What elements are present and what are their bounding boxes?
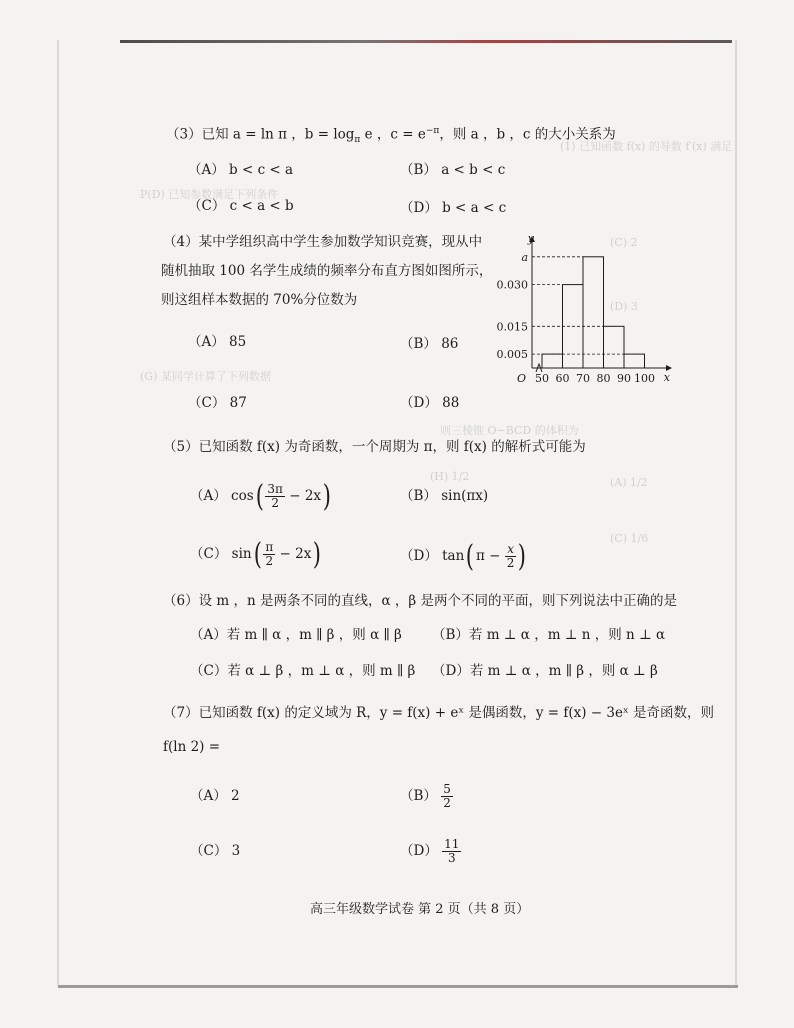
q5-option-a: （A） cos( $\frac{3\pi}{2}$ − 2x) bbox=[190, 478, 331, 514]
page-left-edge bbox=[57, 40, 59, 985]
histogram-bar bbox=[604, 326, 625, 368]
y-axis-label: y bbox=[527, 232, 534, 245]
bleed-through-text: 则三棱锥 O−BCD 的体积为 bbox=[440, 424, 579, 437]
q7-option-b: （B） $\frac{5}{2}$ bbox=[400, 782, 451, 810]
page-right-edge bbox=[735, 40, 737, 985]
q6-option-c: （C）若 α ⊥ β ，m ⊥ α ，则 m ∥ β bbox=[190, 663, 416, 679]
x-tick-label: 80 bbox=[596, 372, 611, 385]
histogram-bar bbox=[542, 354, 563, 368]
bleed-through-text: (H) 1/2 bbox=[430, 470, 470, 483]
x-tick-label: 50 bbox=[535, 372, 549, 385]
frequency-histogram bbox=[488, 228, 672, 388]
q4-option-a: （A） 85 bbox=[188, 334, 247, 350]
bleed-through-text: (G) 某同学计算了下列数据 bbox=[140, 370, 271, 383]
q3-stem: （3）已知 a = ln π ，$b = \log_\pi e$ ，$c = e^{-\pi}$，则 a ，b ，c 的大小关系为 bbox=[166, 126, 616, 146]
x-axis-label: x bbox=[663, 371, 670, 384]
q6-option-a: （A）若 m ∥ α ，m ∥ β ，则 α ∥ β bbox=[190, 627, 402, 643]
q7-option-d: （D） $\frac{11}{3}$ bbox=[400, 837, 460, 865]
q5-stem: （5）已知函数 f(x) 为奇函数，一个周期为 π，则 f(x) 的解析式可能为 bbox=[163, 439, 586, 455]
q3-option-d: （D） b < a < c bbox=[400, 200, 507, 216]
page-top-edge bbox=[120, 40, 732, 43]
q6-option-d: （D）若 m ⊥ α ，m ∥ β ，则 α ⊥ β bbox=[432, 663, 658, 679]
page-bottom-edge bbox=[58, 985, 738, 988]
q6-stem: （6）设 m ，n 是两条不同的直线，α ，β 是两个不同的平面，则下列说法中正确的是 bbox=[163, 593, 677, 609]
q4-stem-line1: （4）某中学组织高中学生参加数学知识竞赛，现从中 bbox=[163, 234, 483, 250]
origin-label: O bbox=[516, 372, 526, 385]
q4-stem-line2: 随机抽取 100 名学生成绩的频率分布直方图如图所示， bbox=[161, 263, 493, 279]
q5-option-c: （C） sin( $\frac{\pi}{2}$ − 2x) bbox=[190, 536, 322, 572]
bleed-through-text: (C) 2 bbox=[610, 236, 638, 249]
q3-option-c: （C） c < a < b bbox=[188, 198, 294, 214]
x-tick-label: 60 bbox=[555, 372, 570, 385]
histogram-bar bbox=[583, 257, 604, 368]
x-tick-label: 70 bbox=[576, 372, 590, 385]
q3-option-a: （A） b < c < a bbox=[188, 162, 294, 178]
q4-option-b: （B） 86 bbox=[400, 336, 459, 352]
q5-option-d: （D） tan( π − $\frac{x}{2}$ ) bbox=[400, 538, 527, 574]
q6-option-b: （B）若 m ⊥ α ，m ⊥ n ，则 n ⊥ α bbox=[432, 627, 666, 643]
q7-stem-line2: f(ln 2) = bbox=[163, 739, 221, 755]
y-tick-label: 0.015 bbox=[496, 320, 528, 334]
bleed-through-text: P(D) 已知参数满足下列条件 bbox=[140, 188, 279, 201]
page-footer: 高三年级数学试卷 第 2 页（共 8 页） bbox=[310, 902, 530, 917]
bleed-through-text: (1) 已知函数 f(x) 的导数 f′(x) 满足 bbox=[560, 140, 733, 153]
q7-option-c: （C） 3 bbox=[190, 843, 241, 859]
x-tick-label: 90 bbox=[617, 372, 631, 385]
q4-option-c: （C） 87 bbox=[188, 395, 247, 411]
bleed-through-text: (D) 3 bbox=[610, 300, 638, 313]
q4-option-d: （D） 88 bbox=[400, 395, 460, 411]
q3-option-b: （B） a < b < c bbox=[400, 162, 506, 178]
x-tick-label: 100 bbox=[634, 372, 655, 385]
bleed-through-text: (C) 1/6 bbox=[610, 532, 649, 545]
y-tick-label: a bbox=[521, 250, 528, 264]
q4-stem-line3: 则这组样本数据的 70%分位数为 bbox=[161, 292, 358, 308]
histogram-bar bbox=[624, 354, 645, 368]
q7-option-a: （A） 2 bbox=[190, 788, 240, 804]
bleed-through-text: (A) 1/2 bbox=[610, 476, 648, 489]
q5-option-b: （B） sin(πx) bbox=[400, 488, 489, 504]
q7-stem: （7）已知函数 f(x) 的定义域为 R，y = f(x) + eˣ 是偶函数，y = f(x) − 3eˣ 是奇函数，则 bbox=[163, 705, 714, 721]
y-tick-label: 0.030 bbox=[496, 278, 528, 292]
y-tick-label: 0.005 bbox=[496, 348, 528, 362]
